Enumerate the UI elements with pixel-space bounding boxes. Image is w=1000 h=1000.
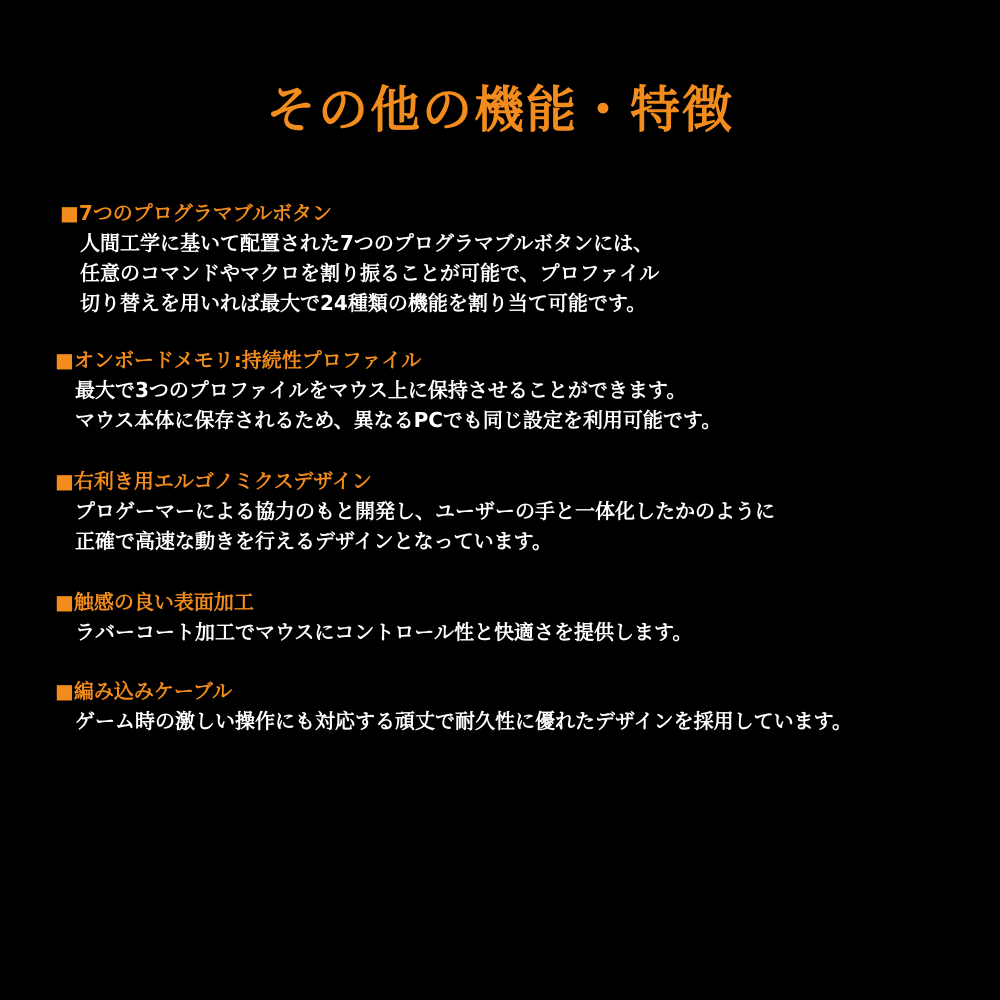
page-title: その他の機能・特徴 [266,81,734,139]
section-text-line: 切り替えを用いれば最大で24種類の機能を割り当て可能です。 [80,291,647,315]
feature-section-onboard-memory [55,345,955,435]
section-text-line: 任意のコマンドやマクロを割り振ることが可能で、プロファイル [80,261,660,285]
section-text-line: マウス本体に保存されるため、異なるPCでも同じ設定を利用可能です。 [75,408,722,432]
section-text-line: 人間工学に基いて配置された7つのプログラマブルボタンには、 [80,231,654,255]
section-heading: ■7つのプログラマブルボタン [60,201,333,225]
feature-section-ergonomic-design [55,466,955,556]
section-text-line: ゲーム時の激しい操作にも対応する頑丈で耐久性に優れたデザインを採用しています。 [75,709,852,733]
section-heading: ■編み込みケーブル [55,679,233,703]
feature-section-programmable-buttons [60,198,960,318]
section-heading: ■オンボードメモリ:持続性プロファイル [55,348,422,372]
section-heading: ■右利き用エルゴノミクスデザイン [55,469,372,493]
feature-section-braided-cable [55,676,955,736]
section-text-line: 正確で高速な動きを行えるデザインとなっています。 [75,529,552,553]
section-text-line: プロゲーマーによる協力のもと開発し、ユーザーの手と一体化したかのように [75,499,775,523]
section-text-line: ラバーコート加工でマウスにコントロール性と快適さを提供します。 [75,620,693,644]
feature-section-surface-finish [55,587,955,647]
section-text-line: 最大で3つのプロファイルをマウス上に保持させることができます。 [75,378,687,402]
section-heading: ■触感の良い表面加工 [55,590,254,614]
